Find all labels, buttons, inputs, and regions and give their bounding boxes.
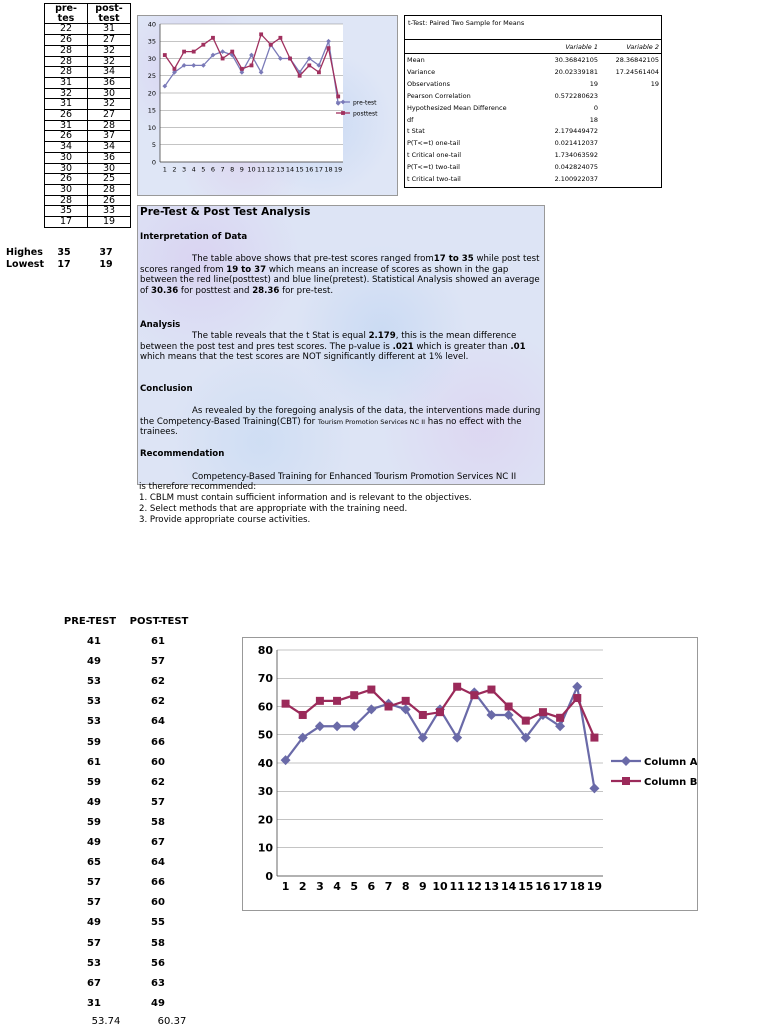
legend-label: pre-test (353, 99, 377, 107)
pretest-cell: 31 (45, 77, 88, 88)
x-tick-label: 6 (367, 880, 376, 893)
data-point-square (288, 57, 292, 61)
score-row (45, 35, 131, 46)
x-tick-label: 4 (191, 165, 196, 174)
x-tick-label: 17 (314, 165, 324, 174)
ttest-label: Pearson Correlation (407, 91, 471, 100)
data-point-square (278, 36, 282, 40)
x-tick-label: 14 (500, 880, 517, 893)
posttest-cell: 33 (88, 206, 131, 217)
header-pre-test: PRE-TEST (63, 616, 117, 627)
posttest-cell: 31 (88, 24, 131, 35)
data-point-square (230, 50, 234, 54)
data-point-square (419, 711, 427, 719)
post-test-cell: 58 (151, 937, 165, 949)
data-point-square (298, 74, 302, 78)
pretest-cell: 26 (45, 174, 88, 185)
ttest-label: Variance (407, 67, 436, 76)
posttest-cell: 26 (88, 195, 131, 206)
x-tick-label: 13 (276, 165, 285, 174)
x-tick-label: 3 (316, 880, 324, 893)
x-tick-label: 5 (201, 165, 206, 174)
pre-test-cell: 57 (87, 877, 101, 889)
pre-test-cell: 31 (87, 997, 101, 1009)
score-row (45, 184, 131, 195)
y-tick-label: 40 (147, 20, 156, 29)
lowest-post: 19 (99, 259, 113, 270)
post-test-cell: 58 (151, 816, 165, 828)
pre-test-cell: 49 (87, 837, 101, 848)
ttest-value1: 0.042824075 (554, 163, 598, 172)
analysis-title: Pre-Test & Post Test Analysis (140, 206, 311, 218)
pre-test-cell: 49 (87, 796, 101, 808)
data-point-square (240, 67, 244, 71)
ttest-title: t-Test: Paired Two Sample for Means (408, 19, 525, 27)
data-point-square (282, 700, 290, 708)
x-tick-label: 7 (220, 165, 225, 174)
ttest-col1: Variable 1 (565, 43, 598, 51)
data-point-square (333, 697, 341, 705)
data-point-square (316, 697, 324, 705)
pretest-cell: 26 (45, 35, 88, 46)
legend-label: Column B (644, 776, 697, 788)
y-tick-label: 40 (257, 756, 273, 770)
x-tick-label: 2 (298, 880, 307, 893)
x-tick-label: 16 (305, 165, 314, 174)
interpretation-paragraph: The table above shows that pre-test scores ranged from17 to 35 while post test scores ranged from 19 to 37 which means an increase of scores as shown in the gap between the red line(posttest) and blue line(pretest). Statistical Analysis showed an average of 30.36 for posttest and 28.36 for pre-test. (140, 254, 540, 296)
ttest-value1: 2.100922037 (554, 175, 598, 183)
data-point-square (402, 697, 410, 705)
pre-test-cell: 53 (87, 716, 101, 728)
header-posttest: post-test (88, 4, 131, 24)
highest-post: 37 (99, 247, 113, 258)
data-point-square (539, 708, 547, 716)
x-tick-label: 19 (334, 165, 343, 174)
ttest-label: Hypothesized Mean Difference (407, 103, 507, 112)
analysis-paragraph: The table reveals that the t Stat is equal 2.179, this is the mean difference between the post test and pres test scores. The p-value is .021 which is greater than .01 which means that the test scores are NOT significantly different at 1% level. (140, 331, 526, 362)
data-point-square (317, 70, 321, 74)
data-point-square (385, 703, 393, 711)
ttest-value1: 0 (593, 103, 598, 112)
x-tick-label: 9 (419, 880, 427, 893)
pre-test-cell: 59 (87, 736, 101, 748)
ttest-divider (405, 53, 661, 54)
data-point-square (350, 691, 358, 699)
ttest-label: t Critical two-tail (407, 175, 461, 183)
score-row (45, 120, 131, 131)
data-point-square (259, 32, 263, 36)
ttest-row (405, 55, 661, 66)
data-point-square (221, 57, 225, 61)
ttest-label: t Critical one-tail (407, 151, 461, 160)
data-point-square (173, 67, 177, 71)
x-tick-label: 12 (266, 165, 275, 174)
chart1-svg (138, 16, 397, 195)
ttest-row (405, 162, 661, 173)
x-tick-label: 1 (281, 880, 290, 893)
posttest-cell: 37 (88, 131, 131, 142)
ttest-value1: 0.021412037 (554, 139, 598, 148)
post-test-cell: 62 (151, 676, 165, 688)
pre-test-cell: 41 (87, 636, 101, 647)
chart2-svg (243, 638, 697, 910)
data-point-square (327, 46, 331, 50)
highest-pre: 35 (57, 247, 71, 258)
x-tick-label: 17 (552, 880, 568, 893)
post-test-cell: 64 (151, 716, 165, 728)
ttest-row (405, 103, 661, 114)
pre-test-cell: 57 (87, 937, 101, 949)
post-test-cell: 60 (151, 756, 165, 768)
highest-row (6, 247, 128, 258)
x-tick-label: 19 (586, 880, 603, 893)
post-test-cell: 62 (151, 696, 165, 708)
posttest-cell: 28 (88, 120, 131, 131)
data-point-square (522, 717, 530, 725)
pre-test-cell: 65 (87, 857, 101, 869)
ttest-value1: 19 (589, 79, 598, 88)
analysis-box (137, 205, 545, 485)
posttest-cell: 27 (88, 110, 131, 121)
score-row (45, 174, 131, 185)
score-row (45, 99, 131, 110)
header-pretest: pre-tes (45, 4, 88, 24)
legend-marker (621, 756, 631, 766)
score-row (45, 88, 131, 99)
pretest-cell: 35 (45, 206, 88, 217)
data-point-square (192, 50, 196, 54)
ttest-label: df (407, 115, 414, 124)
pre-test-cell: 59 (87, 776, 101, 788)
ttest-row (405, 67, 661, 78)
ttest-value2: 19 (650, 79, 659, 88)
pretest-posttest-chart (137, 15, 398, 196)
ttest-value1: 2.179449472 (554, 127, 598, 136)
x-tick-label: 2 (172, 165, 177, 174)
ttest-value1: 0.572280623 (554, 91, 598, 100)
series-line-a (286, 687, 595, 789)
data-point-square (487, 686, 495, 694)
pre-test-cell: 53 (87, 957, 101, 969)
recommendation-item: 3. Provide appropriate course activities. (139, 515, 311, 525)
pre-test-average: 53.74 (91, 1015, 121, 1027)
data-point-square (250, 63, 254, 67)
score-row (45, 56, 131, 67)
score-row (45, 195, 131, 206)
recommendation-heading: Recommendation (140, 449, 225, 459)
score-row (45, 110, 131, 121)
posttest-cell: 32 (88, 56, 131, 67)
ttest-table (404, 15, 662, 188)
pretest-cell: 32 (45, 88, 88, 99)
data-point-square (436, 708, 444, 716)
y-tick-label: 80 (257, 643, 273, 657)
data-point-square (556, 714, 564, 722)
y-tick-label: 60 (257, 700, 273, 714)
y-tick-label: 10 (147, 123, 156, 132)
score-row (45, 24, 131, 35)
data-point-diamond (452, 733, 462, 743)
pretest-cell: 28 (45, 45, 88, 56)
pretest-cell: 34 (45, 142, 88, 153)
legend-marker (341, 111, 345, 115)
posttest-cell: 27 (88, 35, 131, 46)
score-row (45, 142, 131, 153)
post-test-cell: 64 (151, 857, 165, 869)
posttest-cell: 30 (88, 88, 131, 99)
x-tick-label: 4 (333, 880, 341, 893)
y-tick-label: 20 (147, 89, 156, 98)
pretest-cell: 26 (45, 110, 88, 121)
pretest-cell: 30 (45, 184, 88, 195)
post-test-average: 60.37 (157, 1015, 187, 1027)
recommendation-paragraph: Competency-Based Training for Enhanced Tourism Promotion Services NC II (192, 472, 517, 482)
analysis-heading: Analysis (140, 320, 181, 330)
pre-test-cell: 49 (87, 656, 101, 668)
ttest-divider (405, 39, 661, 40)
data-point-square (590, 734, 598, 742)
ttest-value1: 18 (589, 115, 598, 124)
posttest-cell: 34 (88, 67, 131, 78)
pretest-cell: 31 (45, 99, 88, 110)
post-test-cell: 60 (151, 897, 165, 909)
ttest-label: Observations (407, 79, 450, 88)
y-tick-label: 25 (147, 72, 156, 81)
ttest-col-headers (405, 42, 661, 53)
x-tick-label: 8 (401, 880, 410, 893)
pre-test-cell: 53 (87, 676, 101, 688)
data-point-diamond (401, 704, 411, 714)
ttest-row (405, 150, 661, 161)
score-row (45, 163, 131, 174)
ttest-row (405, 174, 661, 185)
data-point-square (470, 691, 478, 699)
data-point-square (269, 43, 273, 47)
data-point-square (182, 50, 186, 54)
score-row (45, 152, 131, 163)
legend-marker (622, 777, 630, 785)
ttest-value1: 30.36842105 (554, 56, 598, 64)
score-row (45, 77, 131, 88)
ttest-row (405, 91, 661, 102)
ttest-value1: 1.734063592 (554, 151, 598, 160)
score-row (45, 67, 131, 78)
data-point-square (505, 703, 513, 711)
x-tick-label: 10 (247, 165, 256, 174)
pre-test-cell: 49 (87, 917, 101, 929)
legend-label: Column A (644, 756, 697, 768)
x-tick-label: 11 (256, 165, 266, 174)
post-test-cell: 55 (151, 917, 165, 929)
post-test-cell: 61 (151, 636, 165, 647)
pre-test-cell: 53 (87, 696, 101, 708)
pre-test-cell: 57 (87, 897, 101, 909)
recommendation-item: 2. Select methods that are appropriate with the training need. (139, 504, 408, 514)
post-test-cell: 57 (151, 656, 165, 668)
legend-label: posttest (353, 110, 378, 118)
data-point-diamond (332, 721, 342, 731)
pretest-cell: 26 (45, 131, 88, 142)
post-test-cell: 57 (151, 796, 165, 808)
interpretation-heading: Interpretation of Data (140, 232, 248, 242)
x-tick-label: 10 (432, 880, 448, 893)
post-test-cell: 66 (151, 736, 165, 748)
x-tick-label: 7 (384, 880, 393, 893)
post-test-cell: 62 (151, 776, 165, 788)
data-point-square (299, 711, 307, 719)
ttest-row (405, 138, 661, 149)
lowest-row (6, 259, 128, 270)
data-point-diamond (418, 733, 428, 743)
score-row (45, 131, 131, 142)
post-test-cell: 66 (151, 877, 165, 889)
x-tick-label: 13 (483, 880, 500, 893)
pretest-cell: 22 (45, 24, 88, 35)
data-point-square (453, 683, 461, 691)
score-row (45, 45, 131, 56)
ttest-value1: 20.02339181 (554, 67, 598, 76)
score-row (45, 217, 131, 228)
data-point-diamond (589, 783, 599, 793)
x-tick-label: 9 (239, 165, 244, 174)
posttest-cell: 34 (88, 142, 131, 153)
data-point-square (211, 36, 215, 40)
data-point-square (201, 43, 205, 47)
highest-label: Highes (6, 247, 43, 258)
ttest-row (405, 126, 661, 137)
x-tick-label: 16 (535, 880, 551, 893)
score-row (45, 206, 131, 217)
post-test-cell: 56 (151, 957, 165, 969)
post-test-cell: 49 (151, 997, 165, 1009)
ttest-col2: Variable 2 (626, 43, 659, 51)
post-test-cell: 63 (151, 977, 165, 989)
pre-test-cell: 61 (87, 756, 101, 768)
ttest-label: Mean (407, 56, 425, 64)
post-test-cell: 67 (151, 837, 165, 848)
pre-test-cell: 67 (87, 977, 101, 989)
ttest-value2: 17.24561404 (615, 67, 659, 76)
y-tick-label: 35 (147, 37, 156, 46)
y-tick-label: 0 (265, 869, 273, 883)
x-tick-label: 12 (466, 880, 482, 893)
recommendation-list (139, 482, 472, 526)
ttest-label: P(T<=t) one-tail (407, 139, 461, 148)
lowest-pre: 17 (57, 259, 71, 270)
ttest-row (405, 115, 661, 126)
pretest-cell: 30 (45, 152, 88, 163)
y-tick-label: 15 (147, 106, 156, 115)
x-tick-label: 6 (210, 165, 216, 174)
column-ab-chart (242, 637, 698, 911)
recommendation-item: 1. CBLM must contain sufficient information and is relevant to the objectives. (139, 493, 472, 503)
y-tick-label: 30 (147, 54, 156, 63)
y-tick-label: 5 (151, 141, 156, 150)
x-tick-label: 1 (162, 165, 167, 174)
posttest-cell: 32 (88, 45, 131, 56)
x-tick-label: 8 (230, 165, 235, 174)
pre-test-cell: 59 (87, 816, 101, 828)
ttest-row (405, 79, 661, 90)
x-tick-label: 14 (285, 165, 295, 174)
data-point-square (336, 95, 340, 99)
y-tick-label: 50 (257, 728, 273, 742)
score-table-header (45, 4, 131, 24)
pretest-cell: 28 (45, 56, 88, 67)
x-tick-label: 3 (182, 165, 187, 174)
y-tick-label: 70 (257, 672, 273, 686)
x-tick-label: 11 (449, 880, 465, 893)
ttest-value2: 28.36842105 (615, 56, 659, 64)
lowest-label: Lowest (6, 259, 44, 270)
x-tick-label: 18 (324, 165, 333, 174)
pretest-cell: 28 (45, 195, 88, 206)
data-point-square (307, 63, 311, 67)
pretest-cell: 30 (45, 163, 88, 174)
data-point-square (163, 53, 167, 57)
posttest-cell: 36 (88, 77, 131, 88)
ttest-label: P(T<=t) two-tail (407, 163, 460, 172)
conclusion-paragraph: As revealed by the foregoing analysis of the data, the interventions made during the Competency-Based Training(CBT) for Tourism Promotion Services NC II has no effect with the trainees. (140, 406, 541, 437)
header-post-test: POST-TEST (129, 616, 189, 627)
posttest-cell: 28 (88, 184, 131, 195)
score-table (44, 3, 131, 228)
pretest-cell: 31 (45, 120, 88, 131)
pretest-cell: 28 (45, 67, 88, 78)
conclusion-heading: Conclusion (140, 384, 193, 394)
data-point-square (573, 694, 581, 702)
ttest-label: t Stat (407, 127, 425, 136)
x-tick-label: 15 (518, 880, 534, 893)
data-point-square (367, 686, 375, 694)
data-point-diamond (572, 682, 582, 692)
y-tick-label: 10 (257, 841, 273, 855)
pretest-cell: 17 (45, 217, 88, 228)
posttest-cell: 36 (88, 152, 131, 163)
recommendation-intro: is therefore recommended: (139, 482, 257, 492)
y-tick-label: 0 (151, 158, 156, 167)
posttest-cell: 19 (88, 217, 131, 228)
y-tick-label: 30 (257, 785, 273, 799)
x-tick-label: 5 (350, 880, 359, 893)
posttest-cell: 30 (88, 163, 131, 174)
posttest-cell: 32 (88, 99, 131, 110)
posttest-cell: 25 (88, 174, 131, 185)
x-tick-label: 15 (295, 165, 304, 174)
y-tick-label: 20 (257, 813, 273, 827)
x-tick-label: 18 (569, 880, 585, 893)
